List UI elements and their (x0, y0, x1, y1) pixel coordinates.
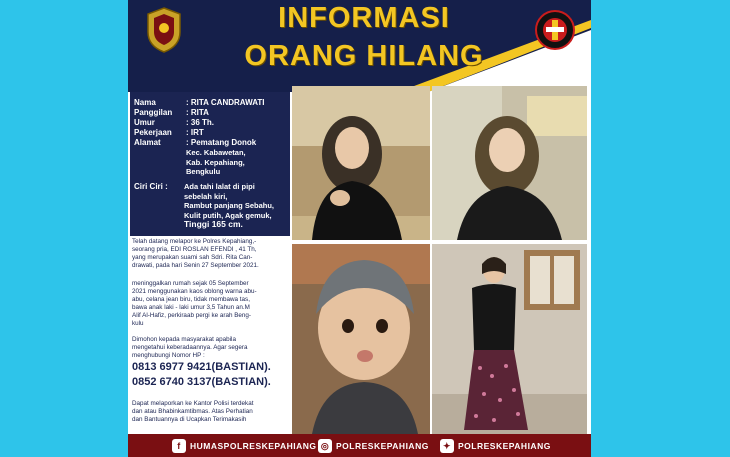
facebook-icon: f (172, 439, 186, 453)
missing-person-poster (128, 0, 591, 457)
instagram-handle[interactable]: ◎ POLRESKEPAHIANG (318, 438, 429, 454)
poster-title-line1: INFORMASI (278, 2, 450, 34)
details-paragraph: meninggalkan rumah sejak 05 September 2021 menggunakan kaos oblong warna abu- abu, celana jean biru, tidak membawa tas, bawa anak laki - laki umur 3,5 Tahun an.M Alif Al-Hafiz, perkiraab pergi ke arah Beng- kulu (132, 280, 257, 327)
field-alamat: Alamat : Pematang Donok (134, 138, 257, 147)
request-paragraph: Dimohon kepada masyarakat apabila mengetahui keberadaannya. Agar segera menghubungi Nomor HP : (132, 336, 248, 359)
field-pekerjaan: Pekerjaan : IRT (134, 128, 204, 137)
division-emblem-logo (535, 10, 575, 50)
photo-child (292, 244, 430, 434)
phone-number-2: 0852 6740 3137(BASTIAN). (132, 376, 271, 388)
poster-title-line2: ORANG HILANG (244, 40, 484, 72)
twitter-icon: ✦ (440, 439, 454, 453)
photo-woman-full-body (432, 244, 587, 434)
field-nama: Nama : RITA CANDRAWATI (134, 98, 265, 107)
facebook-handle[interactable]: f HUMASPOLRESKEPAHIANG (172, 438, 317, 454)
report-paragraph: Telah datang melapor ke Polres Kepahiang,- seorang pria, EDI ROSLAN EFENDI , 41 Th, yang merupakan suami sah Sdri. Rita Can- drawati, pada hari Senin 27 September 2021. (132, 238, 259, 269)
closing-paragraph: Dapat melaporkan ke Kantor Polisi terdekat dan atau Bhabinkamtibmas. Atas Perhatian dan Bantuannya di Ucapkan Terimakasih (132, 400, 254, 423)
field-panggilan: Panggilan : RITA (134, 108, 209, 117)
police-badge-logo (144, 6, 184, 54)
field-umur: Umur : 36 Th. (134, 118, 215, 127)
phone-number-1: 0813 6977 9421(BASTIAN). (132, 361, 271, 373)
address-lines: Kec. Kabawetan, Kab. Kepahiang, Bengkulu (186, 148, 246, 176)
ciri-label: Ciri Ciri : (134, 182, 168, 191)
photo-woman-selfie (292, 86, 430, 240)
ciri-lines: Ada tahi lalat di pipi sebelah kiri, Rambut panjang Sebahu, Kulit putih, Agak gemuk, Tinggi 165 cm. (184, 182, 275, 229)
twitter-handle[interactable]: ✦ POLRESKEPAHIANG (440, 438, 551, 454)
instagram-icon: ◎ (318, 439, 332, 453)
photo-woman-hijab (432, 86, 587, 240)
